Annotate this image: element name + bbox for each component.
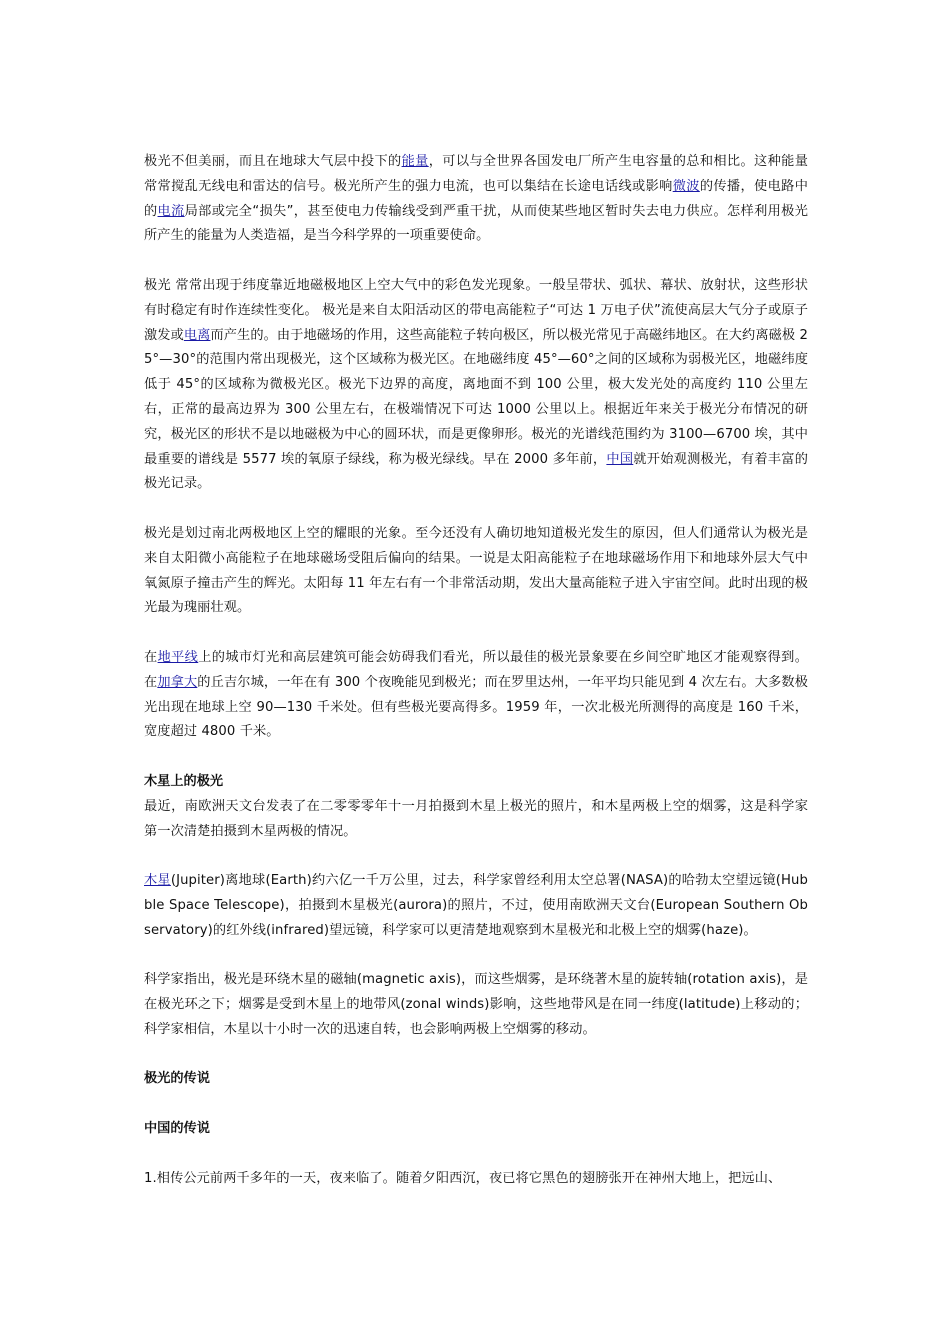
paragraph-jupiter-photos: 最近，南欧洲天文台发表了在二零零零年十一月拍摄到木星上极光的照片，和木星两极上空的烟雾，这是科学家第一次清楚拍摄到木星两极的情况。 (144, 798, 808, 839)
link-current[interactable]: 电流 (157, 203, 185, 219)
heading-jupiter-aurora: 木星上的极光 (144, 773, 224, 789)
link-canada[interactable]: 加拿大 (157, 674, 198, 690)
text-span: 在 (144, 649, 158, 665)
link-energy[interactable]: 能量 (401, 154, 429, 169)
text-span: 就开始观测极光，有着丰富的极光记录。 (144, 451, 808, 492)
link-horizon[interactable]: 地平线 (157, 649, 199, 665)
text-span: 的传播，使电路中的 (144, 178, 808, 219)
link-jupiter[interactable]: 木星 (144, 873, 171, 889)
link-microwave[interactable]: 微波 (672, 178, 700, 194)
text-span: (Jupiter)离地球(Earth)约六亿一千万公里，过去，科学家曾经利用太空总署(NASA)的哈勃太空望远镜(Hubble Space Telescope)，拍摄到木星极光(aurora)的照片，不过，使用南欧洲天文台(European Southern Observatory)的红外线(infrared)望远镜，科学家可以更清楚地观察到木星极光和北极上空的烟雾(haze)。 (144, 873, 808, 938)
heading-chinese-legend: 中国的传说 (144, 1121, 210, 1137)
text-span: 极光不但美丽，而且在地球大气层中投下的 (144, 154, 402, 169)
heading-aurora-legends: 极光的传说 (144, 1071, 210, 1087)
text-span: 而产生的。由于地磁场的作用，这些高能粒子转向极区，所以极光常见于高磁纬地区。在大约离磁极 25°—30°的范围内常出现极光，这个区域称为极光区。在地磁纬度 45°—60°之间的区域称为弱极光区，地磁纬度低于 45°的区域称为微极光区。极光下边界的高度，离地面不到 100 公里，极大发光处的高度约 110 公里左右，正常的最高边界为 300 公里左右，在极端情况下可达 1000 公里以上。根据近年来关于极光分布情况的研究，极光区的形状不是以地磁极为中心的圆环状，而是更像卵形。极光的光谱线范围约为 3100—6700 埃，其中最重要的谱线是 5577 埃的氧原子绿线，称为极光绿线。早在 2000 多年前， (144, 327, 808, 467)
text-span: 局部或完全“损失”，甚至使电力传输线受到严重干扰，从而使某些地区暂时失去电力供应。怎样利用极光所产生的能量为人类造福，是当今科学界的一项重要使命。 (144, 203, 808, 244)
link-ionization[interactable]: 电离 (183, 327, 211, 343)
paragraph-energy (144, 150, 808, 249)
text-span: 上的城市灯光和高层建筑可能会妨碍我们看光，所以最佳的极光景象要在乡间空旷地区才能观察得到。在 (144, 649, 808, 690)
paragraph-jupiter-observation (144, 869, 808, 943)
document-body (144, 150, 808, 1191)
text-span: 的丘吉尔城，一年在有 300 个夜晚能见到极光；而在罗里达州，一年平均只能见到 4 次左右。大多数极光出现在地球上空 90—130 千米处。但有些极光要高得多。1959 年，一次北极光所测得的高度是 160 千米，宽度超过 4800 千米。 (144, 674, 808, 740)
paragraph-aurora-definition (144, 274, 808, 497)
text-span: ，可以与全世界各国发电厂所产生电容量的总和相比。这种能量常常搅乱无线电和雷达的信号。极光所产生的强力电流，也可以集结在长途电话线或影响 (144, 154, 809, 194)
link-china[interactable]: 中国 (606, 451, 634, 467)
paragraph-legend-start: 1.相传公元前两千多年的一天，夜来临了。随着夕阳西沉，夜已将它黑色的翅膀张开在神州大地上，把远山、 (144, 1170, 782, 1186)
paragraph-aurora-cause: 极光是划过南北两极地区上空的耀眼的光象。至今还没有人确切地知道极光发生的原因，但人们通常认为极光是来自太阳微小高能粒子在地球磁场受阻后偏向的结果。一说是太阳高能粒子在地球磁场作用下和地球外层大气中氧氮原子撞击产生的辉光。太阳每 11 年左右有一个非常活动期，发出大量高能粒子进入宇宙空间。此时出现的极光最为瑰丽壮观。 (144, 525, 808, 616)
text-span: 极光 常常出现于纬度靠近地磁极地区上空大气中的彩色发光现象。一般呈带状、弧状、幕状、放射状，这些形状有时稳定有时作连续性变化。 极光是来自太阳活动区的带电高能粒子“可达 1 万电子伏”流使高层大气分子或原子激发或 (144, 277, 808, 343)
paragraph-jupiter-haze: 科学家指出，极光是环绕木星的磁轴(magnetic axis)，而这些烟雾，是环绕著木星的旋转轴(rotation axis)，是在极光环之下；烟雾是受到木星上的地带风(zonal winds)影响，这些地带风是在同一纬度(latitude)上移动的；科学家相信，木星以十小时一次的迅速自转，也会影响两极上空烟雾的移动。 (144, 972, 808, 1037)
paragraph-aurora-viewing (144, 646, 808, 745)
